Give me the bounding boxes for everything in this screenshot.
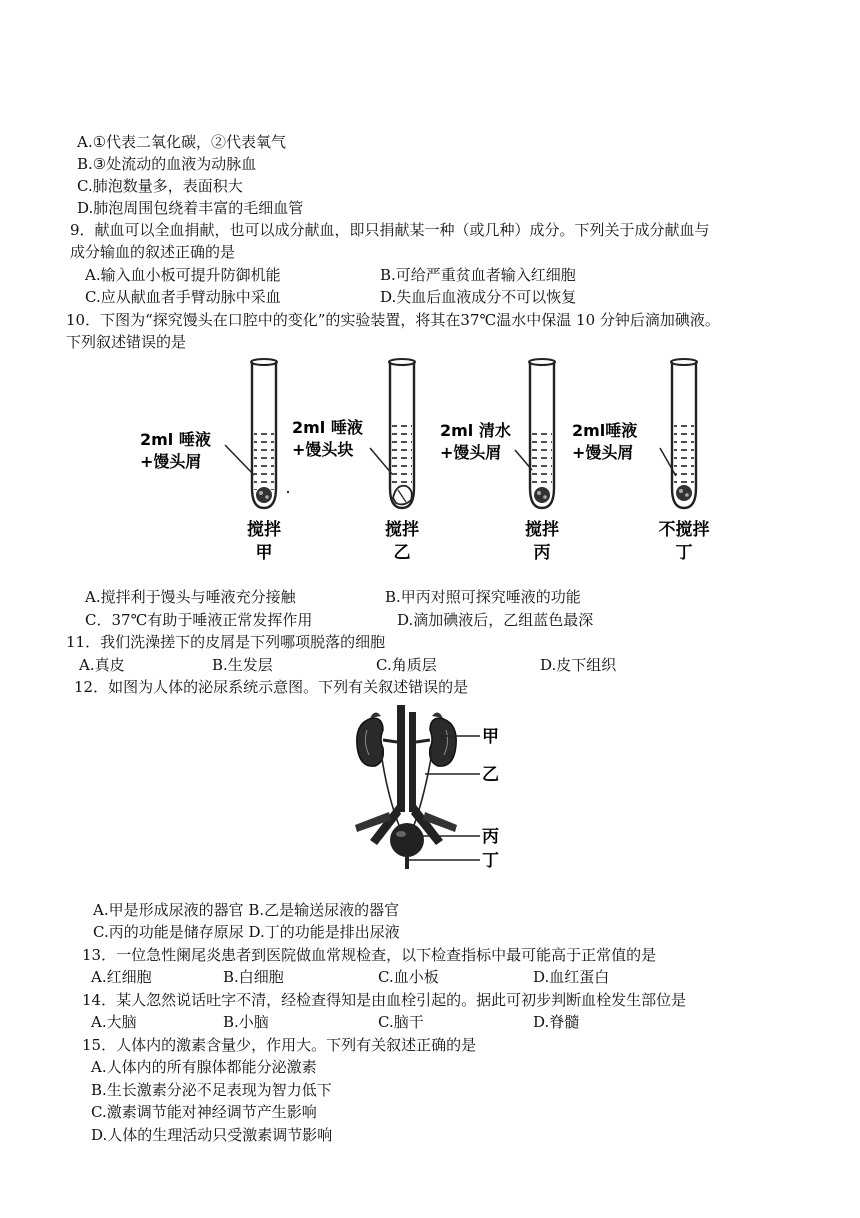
tube-bing-label2: +馒头屑 <box>440 443 502 462</box>
q10-stem-line2: 下列叙述错误的是 <box>66 333 187 351</box>
q14-option-b: B.小脑 <box>223 1013 269 1031</box>
tube-jia <box>225 359 289 508</box>
q15-option-b: B.生长激素分泌不足表现为智力低下 <box>91 1081 332 1099</box>
q15-option-c: C.激素调节能对神经调节产生影响 <box>91 1103 317 1121</box>
q13-option-d: D.血红蛋白 <box>533 968 610 986</box>
q10-option-b: B.甲丙对照可探究唾液的功能 <box>385 588 581 606</box>
q12-options-line1: A.甲是形成尿液的器官 B.乙是输送尿液的器官 <box>93 901 400 919</box>
tube-yi-label2: +馒头块 <box>292 440 354 459</box>
tube-jia-name: 甲 <box>255 543 273 563</box>
q9-option-b: B.可给严重贫血者输入红细胞 <box>380 266 576 284</box>
q9-option-d: D.失血后血液成分不可以恢复 <box>380 288 577 306</box>
q9-stem-line2: 成分输血的叙述正确的是 <box>70 243 236 261</box>
tube-jia-action: 搅拌 <box>247 520 281 540</box>
tube-jia-label2: +馒头屑 <box>140 452 202 471</box>
tube-ding-label1: 2ml唾液 <box>572 421 638 440</box>
q14-stem: 14．某人忽然说话吐字不清，经检查得知是由血栓引起的。据此可初步判断血栓发生部位是 <box>82 991 687 1009</box>
q8-option-c: C.肺泡数量多，表面积大 <box>77 177 243 195</box>
q15-option-a: A.人体内的所有腺体都能分泌激素 <box>91 1058 317 1076</box>
tube-ding-name: 丁 <box>675 543 693 563</box>
tube-bing-name: 丙 <box>533 543 551 563</box>
label-jia: 甲 <box>482 727 499 747</box>
q8-option-b: B.③处流动的血液为动脉血 <box>77 155 257 173</box>
q9-option-c: C.应从献血者手臂动脉中采血 <box>85 288 281 306</box>
q13-option-c: C.血小板 <box>378 968 439 986</box>
q11-stem: 11．我们洗澡搓下的皮屑是下列哪项脱落的细胞 <box>66 633 386 651</box>
tube-yi-action: 搅拌 <box>385 520 419 540</box>
q11-option-b: B.生发层 <box>212 656 273 674</box>
tube-jia-label1: 2ml 唾液 <box>140 430 211 449</box>
q14-option-c: C.脑干 <box>378 1013 424 1031</box>
q12-options-line2: C.丙的功能是储存原尿 D.丁的功能是排出尿液 <box>93 923 400 941</box>
q9-stem-line1: 9．献血可以全血捐献，也可以成分献血，即只捐献某一种（或几种）成分。下列关于成分献血与 <box>70 221 710 239</box>
q11-option-c: C.角质层 <box>376 656 437 674</box>
tube-ding-action: 不搅拌 <box>658 520 710 540</box>
q10-option-d: D.滴加碘液后，乙组蓝色最深 <box>397 611 594 629</box>
q10-option-c: C．37℃有助于唾液正常发挥作用 <box>85 611 313 629</box>
tube-ding-label2: +馒头屑 <box>572 443 634 462</box>
q13-stem: 13．一位急性阑尾炎患者到医院做血常规检查，以下检查指标中最可能高于正常值的是 <box>82 946 657 964</box>
q10-stem-line1: 10．下图为“探究馒头在口腔中的变化”的实验装置，将其在37℃温水中保温 10 分钟后滴加碘液。 <box>66 311 720 329</box>
tube-ding <box>660 359 697 508</box>
q14-option-d: D.脊髓 <box>533 1013 580 1031</box>
tube-yi-name: 乙 <box>393 543 411 563</box>
tube-bing <box>515 359 555 508</box>
q11-option-d: D.皮下组织 <box>540 656 617 674</box>
q9-option-a: A.输入血小板可提升防御机能 <box>85 266 281 284</box>
tube-yi <box>370 359 415 508</box>
tube-bing-label1: 2ml 清水 <box>440 421 511 440</box>
q8-option-a: A.①代表二氧化碳，②代表氧气 <box>77 133 287 151</box>
label-ding: 丁 <box>482 851 499 871</box>
q13-option-a: A.红细胞 <box>91 968 152 986</box>
q11-option-a: A.真皮 <box>79 656 125 674</box>
q12-urinary-system-figure <box>345 700 515 880</box>
label-bing: 丙 <box>482 827 499 847</box>
q8-option-d: D.肺泡周围包绕着丰富的毛细血管 <box>77 199 304 217</box>
q12-stem: 12．如图为人体的泌尿系统示意图。下列有关叙述错误的是 <box>74 678 469 696</box>
q15-option-d: D.人体的生理活动只受激素调节影响 <box>91 1126 333 1144</box>
q10-test-tube-figure <box>130 350 730 570</box>
q10-option-a: A.搅拌利于馒头与唾液充分接触 <box>85 588 296 606</box>
label-yi: 乙 <box>482 765 499 785</box>
q15-stem: 15．人体内的激素含量少，作用大。下列有关叙述正确的是 <box>82 1036 477 1054</box>
q13-option-b: B.白细胞 <box>223 968 284 986</box>
tube-bing-action: 搅拌 <box>525 520 559 540</box>
tube-yi-label1: 2ml 唾液 <box>292 418 363 437</box>
q14-option-a: A.大脑 <box>91 1013 137 1031</box>
